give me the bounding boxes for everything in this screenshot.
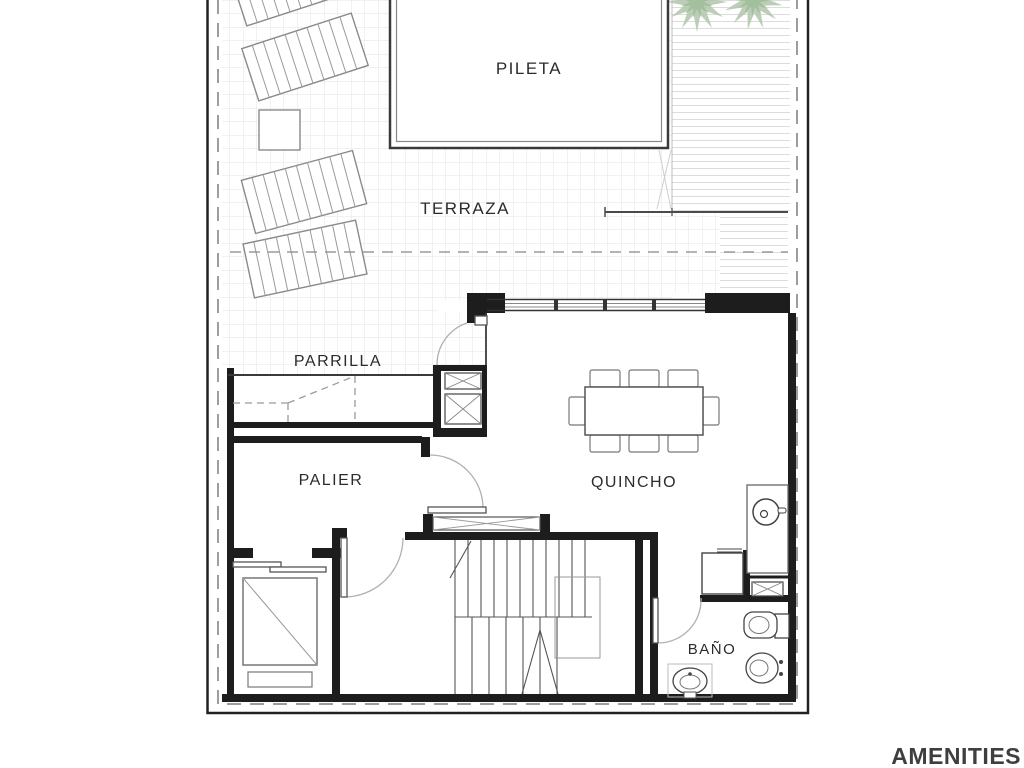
side-table bbox=[259, 110, 300, 150]
stair-window-panel bbox=[433, 517, 540, 530]
window-glazing bbox=[487, 299, 705, 311]
staircase bbox=[450, 540, 600, 694]
washbasin-icon bbox=[668, 664, 712, 698]
grill-box bbox=[445, 373, 481, 424]
label-pileta: PILETA bbox=[495, 59, 563, 78]
page-title: AMENITIES bbox=[891, 743, 1021, 768]
label-bano: BAÑO bbox=[687, 641, 737, 658]
bidet-icon bbox=[746, 653, 783, 683]
dining-table bbox=[585, 387, 703, 435]
label-palier: PALIER bbox=[298, 472, 364, 489]
bathroom-door bbox=[653, 598, 701, 643]
counter bbox=[747, 485, 788, 573]
quincho-door bbox=[428, 455, 486, 513]
label-quincho: QUINCHO bbox=[590, 474, 678, 491]
dining-table-set bbox=[569, 370, 719, 452]
vent-box bbox=[752, 582, 783, 596]
label-parrilla: PARRILLA bbox=[293, 353, 383, 370]
round-sink-icon bbox=[753, 499, 779, 525]
toilet-icon bbox=[744, 612, 789, 638]
stair-hall-door bbox=[341, 538, 403, 597]
water-heater bbox=[702, 549, 743, 594]
label-terraza: TERRAZA bbox=[420, 199, 510, 218]
grill-counter bbox=[228, 365, 487, 437]
elevator bbox=[233, 562, 326, 687]
